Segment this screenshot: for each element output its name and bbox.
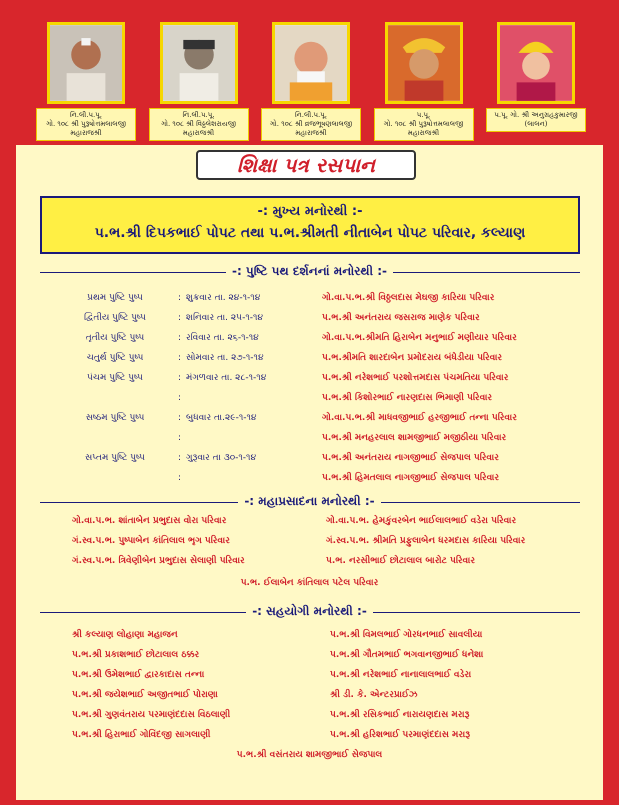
portrait-caption bbox=[36, 108, 136, 141]
pushti-pushp: ચતુર્થ પુષ્ટિ પુષ્પ bbox=[86, 353, 144, 363]
portrait-photo bbox=[272, 22, 350, 104]
mahaprasad-item: ગં.સ્વ.પ.ભ. પુષ્પાબેન કાંતિલાલ ભૃગ પરિવાર bbox=[72, 536, 230, 546]
pushti-family: પ.ભ.શ્રી નરેશભાઈ પરશોત્તમદાસ પંચમતિયા પરિવાર bbox=[322, 373, 509, 383]
pushti-colon: : bbox=[178, 313, 182, 323]
sahayogi-heading-text: -: સહયોગી મનોરથી :- bbox=[246, 604, 373, 618]
sahayogi-item: પ.ભ.શ્રી પ્રકાશભાઈ છોટાલાલ ઠક્કર bbox=[72, 650, 200, 660]
pushti-pushp: સષ્ઠમ પુષ્ટિ પુષ્પ bbox=[85, 413, 145, 423]
portrait-5 bbox=[486, 22, 586, 142]
portrait-1 bbox=[36, 22, 136, 142]
pushti-pushp: સપ્તમ પુષ્ટિ પુષ્પ bbox=[84, 453, 145, 463]
caption-line: મહારાજશ્રી bbox=[407, 129, 440, 137]
portrait-caption bbox=[149, 108, 249, 141]
person-photo-icon bbox=[50, 25, 122, 101]
sahayogi-item: પ.ભ.શ્રી વસંતરાય શામજીભાઈ સેજપાલ bbox=[236, 750, 383, 760]
portrait-photo bbox=[160, 22, 238, 104]
portrait-photo bbox=[47, 22, 125, 104]
pushti-heading bbox=[0, 264, 619, 279]
sahayogi-item: શ્રી ડી. કે. એન્ટરપ્રાઈઝ bbox=[330, 690, 418, 700]
pushti-date: મંગળવાર તા. ૨૮-૧-૧૪ bbox=[186, 373, 267, 383]
mahaprasad-item: ગં.સ્વ.પ.ભ. ત્રિવેણીબેન પ્રભુદાસ સેલાણી પરિવાર bbox=[72, 556, 245, 566]
person-photo-icon bbox=[275, 25, 347, 101]
caption-line: ગો. ૧૦૮ શ્રી વ્રજભૂષણલાલજી bbox=[269, 120, 353, 128]
pushti-pushp: દ્વિતીય પુષ્ટિ પુષ્પ bbox=[84, 313, 146, 323]
mahaprasad-item: ગો.વા.પ.ભ. હેમકુંવરબેન ભાઈલાલભાઈ વડેરા પરિવાર bbox=[326, 516, 517, 526]
caption-line: ગો. ૧૦૮ શ્રી પુરૂષોત્તમલાલજી bbox=[383, 120, 464, 128]
pushti-family: પ.ભ.શ્રી મનહરલાલ શામજીભાઈ મજીઠીયા પરિવાર bbox=[322, 433, 507, 443]
pushti-row bbox=[60, 290, 580, 306]
pushti-row bbox=[60, 390, 580, 406]
mahaprasad-heading-text: -: મહાપ્રસાદના મનોરથી :- bbox=[238, 494, 380, 508]
sahayogi-item: શ્રી કલ્યાણ લોહાણા મહાજન bbox=[72, 630, 178, 640]
caption-line: નિ.લી.પ.પૂ. bbox=[69, 111, 103, 119]
pushti-date: શનિવાર તા. ૨૫-૧-૧૪ bbox=[186, 313, 263, 323]
sahayogi-item: પ.ભ.શ્રી ગૌતમભાઈ ભગવાનજીભાઈ ધનેશા bbox=[330, 650, 484, 660]
pushti-row bbox=[60, 430, 580, 446]
pushti-date: ગુરૂવાર તા ૩૦-૧-૧૪ bbox=[186, 453, 257, 463]
person-photo-icon bbox=[163, 25, 235, 101]
sahayogi-item: પ.ભ.શ્રી ગુણવંતરાય પરમાણંદદાસ વિઠલાણી bbox=[72, 710, 231, 720]
pushti-date: સોમવાર તા. ૨૭-૧-૧૪ bbox=[186, 353, 264, 363]
main-heading: -: મુખ્ય મનોરથી :- bbox=[257, 204, 363, 219]
pushti-colon: : bbox=[178, 453, 182, 463]
pushti-family: પ.ભ.શ્રી અનંતરાય જસરાજ માણેક પરિવાર bbox=[322, 313, 480, 323]
portrait-photo bbox=[385, 22, 463, 104]
portrait-caption bbox=[261, 108, 361, 141]
pushti-row bbox=[60, 470, 580, 486]
caption-line: (લાલન) bbox=[524, 120, 548, 128]
portrait-caption bbox=[374, 108, 474, 141]
caption-line: નિ.લી.પ.પૂ. bbox=[294, 111, 328, 119]
sahayogi-item: પ.ભ.શ્રી હિરાભાઈ ગોવિંદજી સાગલાણી bbox=[72, 730, 211, 740]
portrait-3 bbox=[261, 22, 361, 142]
pushti-colon: : bbox=[178, 413, 182, 423]
mahaprasad-item: ગો.વા.પ.ભ. શાંતાબેન પ્રભુદાસ વોરા પરિવાર bbox=[72, 516, 227, 526]
sahayogi-heading bbox=[0, 604, 619, 619]
caption-line: ગો. ૧૦૮ શ્રી વિઠ્ઠલેશરાયજી bbox=[161, 120, 236, 128]
sahayogi-item: પ.ભ.શ્રી નરેશભાઈ નાનાલાલભાઈ વડેરા bbox=[330, 670, 472, 680]
mahaprasad-item: પ.ભ. નરસીભાઈ છોટાલાલ બારોટ પરિવાર bbox=[326, 556, 476, 566]
main-manorathi-box bbox=[40, 196, 580, 254]
pushti-row bbox=[60, 450, 580, 466]
pushti-family: પ.ભ.શ્રી હિમતલાલ નાગજીભાઈ સેજપાલ પરિવાર bbox=[322, 473, 500, 483]
pushti-row bbox=[60, 310, 580, 326]
pushti-pushp: પંચમ પુષ્ટિ પુષ્પ bbox=[86, 373, 144, 383]
pushti-date: રવિવાર તા. ૨૬-૧-૧૪ bbox=[186, 333, 259, 343]
pushti-row bbox=[60, 370, 580, 386]
pushti-family: પ.ભ.શ્રીમતિ શારદાબેન પ્રમોદરાય બંધેડીયા પરિવાર bbox=[322, 353, 503, 363]
pushti-colon: : bbox=[178, 293, 182, 303]
caption-line: મહારાજશ્રી bbox=[70, 129, 102, 137]
pushti-date: બુધવાર તા.૨૯-૧-૧૪ bbox=[186, 413, 257, 423]
portrait-row bbox=[36, 22, 586, 142]
pushti-colon: : bbox=[178, 333, 182, 343]
portrait-caption bbox=[486, 108, 586, 132]
sahayogi-item: પ.ભ.શ્રી હરિશભાઈ પરમાણંદદાસ મરારૂ bbox=[330, 730, 471, 740]
mahaprasad-heading bbox=[0, 494, 619, 509]
pushti-family: ગો.વા.પ.ભ.શ્રીમતિ હિરાબેન મનુભાઈ મણીયાર પરિવાર bbox=[322, 333, 517, 343]
pushti-family: પ.ભ.શ્રી કિશોરભાઈ નારણદાસ ભિમાણી પરિવાર bbox=[322, 393, 493, 403]
pushti-row bbox=[60, 330, 580, 346]
caption-line: મહારાજશ્રી bbox=[182, 129, 215, 137]
sahayogi-item: પ.ભ.શ્રી ઉમેશભાઈ દ્વારકાદાસ તન્ના bbox=[72, 670, 205, 680]
pushti-row bbox=[60, 410, 580, 426]
pushti-pushp: પ્રથમ પુષ્ટિ પુષ્પ bbox=[87, 293, 143, 303]
pushti-family: ગો.વા.પ.ભ.શ્રી વિઠ્ઠલદાસ મેઘજી કારિયા પરિવાર bbox=[322, 293, 495, 303]
caption-line: પ.પૂ. bbox=[416, 111, 431, 119]
pushti-colon: : bbox=[178, 473, 182, 483]
caption-line: પ.પૂ. ગો. શ્રી અનુગ્રહકુમારજી bbox=[494, 111, 578, 119]
sahayogi-item: પ.ભ.શ્રી જયેશભાઈ અજીતભાઈ પોરાણા bbox=[72, 690, 218, 700]
pushti-colon: : bbox=[178, 373, 182, 383]
sahayogi-item: પ.ભ.શ્રી વિમલભાઈ ગોરધનભાઈ સાવલીયા bbox=[330, 630, 483, 640]
portrait-photo bbox=[497, 22, 575, 104]
pushti-row bbox=[60, 350, 580, 366]
pushti-date: શુક્રવાર તા. ૨૪-૧-૧૪ bbox=[186, 293, 261, 303]
mahaprasad-item: ગં.સ્વ.પ.ભ. શ્રીમતિ પ્રફુલાબેન ધરમદાસ કારિયા પરિવાર bbox=[326, 536, 526, 546]
pushti-colon: : bbox=[178, 353, 182, 363]
mahaprasad-item: પ.ભ. ઈલાબેન કાંતિલાલ પટેલ પરિવાર bbox=[240, 578, 379, 588]
caption-line: મહારાજશ્રી bbox=[295, 129, 327, 137]
pushti-colon: : bbox=[178, 393, 182, 403]
caption-line: નિ.લી.પ.પૂ. bbox=[182, 111, 215, 119]
pushti-colon: : bbox=[178, 433, 182, 443]
sahayogi-item: પ.ભ.શ્રી રસિકભાઈ નારાયણદાસ મરારૂ bbox=[330, 710, 470, 720]
portrait-2 bbox=[149, 22, 249, 142]
page-title: શિક્ષા પત્ર રસપાન bbox=[196, 150, 416, 180]
caption-line: ગો. ૧૦૮ શ્રી પુરૂષોત્તમલાલજી bbox=[46, 120, 126, 128]
pushti-family: પ.ભ.શ્રી અનંતરાય નાગજીભાઈ સેજપાલ પરિવાર bbox=[322, 453, 499, 463]
portrait-4 bbox=[374, 22, 474, 142]
pushti-pushp: તૃતીય પુષ્ટિ પુષ્પ bbox=[85, 333, 145, 343]
main-patron: પ.ભ.શ્રી દિપકભાઈ પોપટ તથા પ.ભ.શ્રીમતી નીતાબેન પોપટ પરિવાર, કલ્યાણ bbox=[94, 225, 526, 241]
pushti-heading-text: -: પુષ્ટિ પથ દર્શનનાં મનોરથી :- bbox=[226, 264, 393, 278]
person-photo-icon bbox=[388, 25, 460, 101]
person-photo-icon bbox=[500, 25, 572, 101]
pushti-family: ગો.વા.પ.ભ.શ્રી માધવજીભાઈ હરજીભાઈ તન્ના પરિવાર bbox=[322, 413, 517, 423]
